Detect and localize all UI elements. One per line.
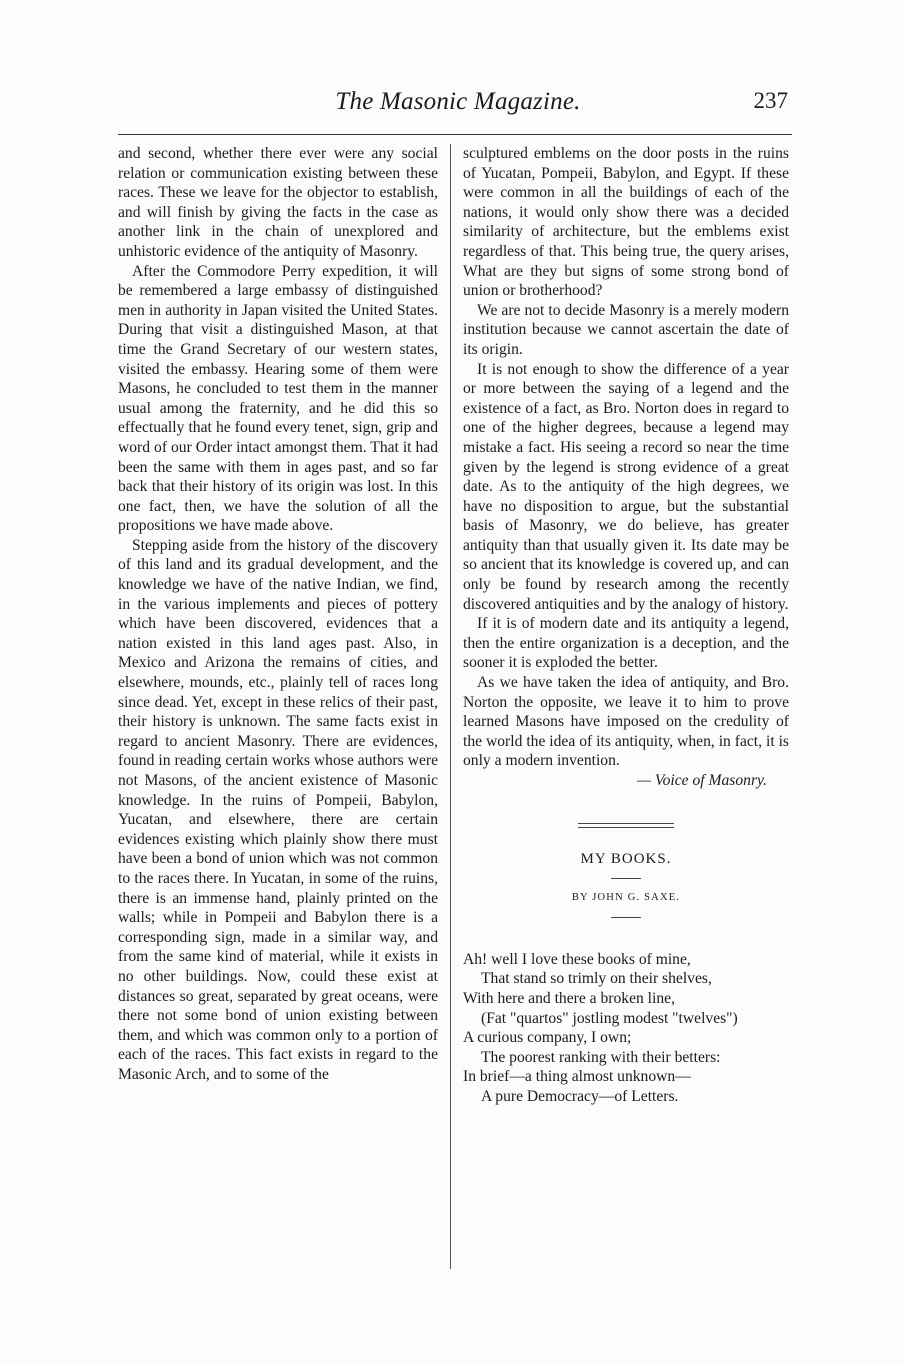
title-rule	[611, 878, 641, 879]
author-rule	[611, 917, 641, 918]
section-divider	[578, 823, 674, 828]
poem-line: A pure Democracy—of Letters.	[481, 1087, 679, 1105]
magazine-title: The Masonic Magazine.	[335, 88, 581, 115]
column-divider	[450, 144, 451, 1269]
paragraph: After the Commodore Perry expedition, it will be remembered a large embassy of distinguished men in authority in Japan visited the United States. During that visit a distinguished Mason, at that time the Grand Secretary of our western states, visited the embassy. Hearing some of them were Masons, he concluded to test them in the manner usual among the fraternity, and he did this so effectually that he found every tenet, sign, grip and word of our Order intact amongst them. That it had been the same with them in ages past, and so far back that their history of its origin was lost. In this one fact, then, we have the solution of all the propositions we have made above.	[118, 262, 438, 535]
poem-body	[463, 950, 789, 1107]
paragraph: It is not enough to show the difference of a year or more between the saying of a legend and the existence of a fact, as Bro. Norton does in regard to one of the higher degrees, because a legend may mistake a fact. His seeing a record so near the time given by the legend is strong evidence of a great date. As to the antiquity of the high degrees, we have no disposition to argue, but the substantial basis of Masonry, we do believe, has greater antiquity than that usually given it. Its date may be so ancient that its knowledge is covered up, and can only be found by research among the recently discovered antiquities and by the analogy of history.	[463, 360, 789, 613]
paragraph: sculptured emblems on the door posts in the ruins of Yucatan, Pompeii, Babylon, and Egypt. If these were common in all the buildings of each of the nations, it would only show there was a decided similarity of architecture, but the emblems exist regardless of that. This being true, the query arises, What are they but signs of some strong bond of union or brotherhood?	[463, 145, 789, 300]
poem-author: BY JOHN G. SAXE.	[571, 892, 681, 904]
paragraph: If it is of modern date and its antiquity a legend, then the entire organization is a deception, and the sooner it is exploded the better.	[463, 615, 789, 672]
poem-line: A curious company, I own;	[463, 1029, 632, 1047]
page-number: 237	[753, 88, 788, 113]
paragraph: Stepping aside from the history of the discovery of this land and its gradual development, and the knowledge we have of the native Indian, we find, in the various implements and pieces of pottery which have been discovered, evidences that a nation existed in this land ages past. Also, in Mexico and Arizona the remains of cities, and elsewhere, mounds, etc., plainly tell of races long since dead. Yet, except in these relics of their past, their history is unknown. The same facts exist in regard to ancient Masonry. There are evidences, found in reading certain works whose authors were not Masons, of the ancient existence of Masonic knowledge. In the ruins of Pompeii, Babylon, Yucatan, and elsewhere, there are certain evidences existing which plainly show there must have been a bond of union which was not common to the races there. In Yucatan, in some of the ruins, there is an immense hand, plainly printed on the walls; while in Pompeii and Babylon there is a corresponding sign, made in a similar way, and from the same kind of material, while it exists in no other buildings. Now, could these exist at distances so great, separated by great oceans, were there not some bond of union existing between them, and which was common only to a portion of each of the races. This fact exists in regard to the Masonic Arch, and to some of the	[118, 536, 438, 1083]
paragraph: and second, whether there ever were any social relation or communication existing between these races. These we leave for the objector to establish, and will finish by giving the facts in the case as another link in the chain of unexplored and unhistoric evidence of the antiquity of Masonry.	[118, 145, 438, 260]
poem-line: The poorest ranking with their betters:	[481, 1048, 721, 1066]
page-header	[118, 86, 798, 126]
right-column	[463, 144, 789, 1107]
paragraph: As we have taken the idea of antiquity, and Bro. Norton the opposite, we leave it to him to prove learned Masons have imposed on the credulity of the world the idea of its antiquity, when, in fact, it is only a modern invention.	[463, 674, 789, 770]
poem-line: Ah! well I love these books of mine,	[463, 950, 691, 968]
poem-line: In brief—a thing almost unknown—	[463, 1068, 691, 1086]
header-rule	[118, 134, 792, 135]
paragraph: We are not to decide Masonry is a merely modern institution because we cannot ascertain the date of its origin.	[463, 301, 789, 358]
poem-line: With here and there a broken line,	[463, 989, 675, 1007]
source-credit: — Voice of Masonry.	[637, 772, 767, 789]
poem-line: (Fat "quartos" jostling modest "twelves")	[481, 1009, 738, 1027]
poem-title: MY BOOKS.	[580, 850, 672, 867]
left-column	[118, 144, 438, 1085]
poem-line: That stand so trimly on their shelves,	[481, 970, 712, 988]
